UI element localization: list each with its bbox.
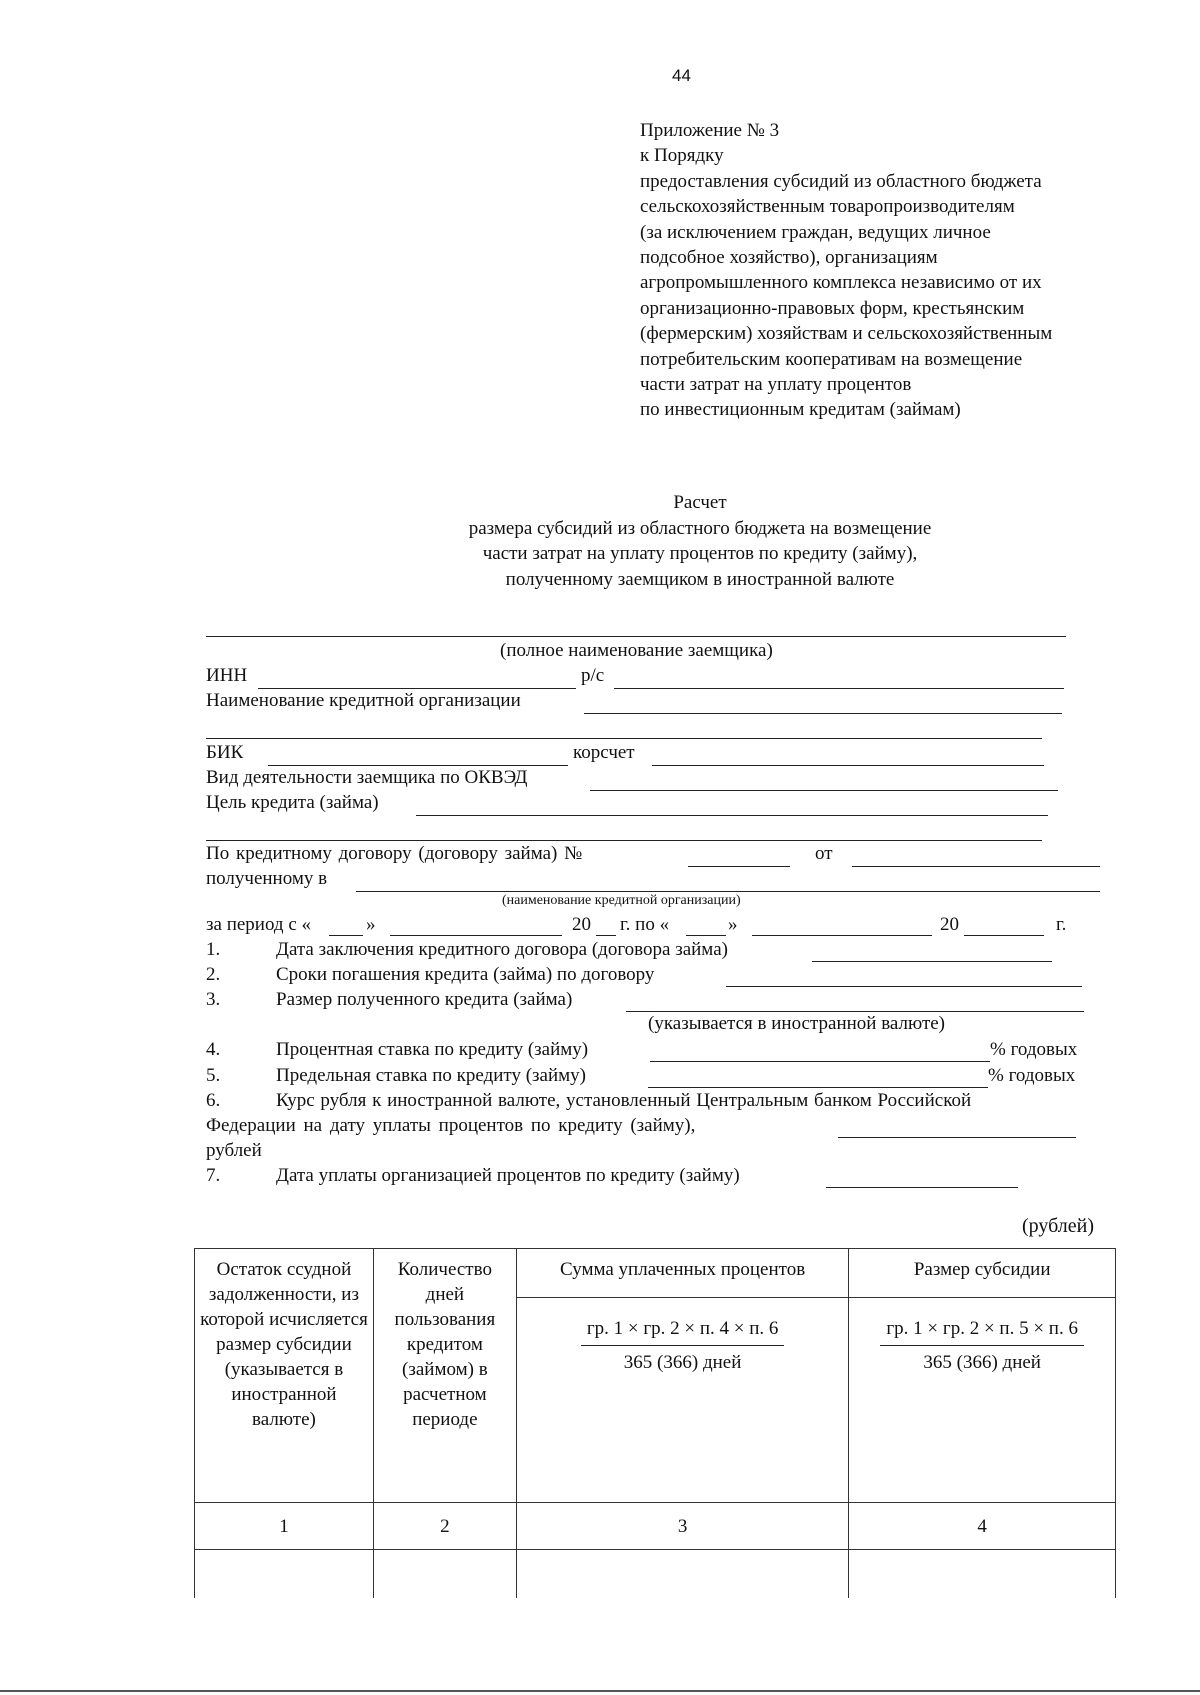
col-number-4: 4 xyxy=(849,1503,1116,1550)
item-6-number: 6. xyxy=(206,1090,221,1111)
col-1-header-text: Остаток ссудной задолженности, из которой исчисляется размер субсидии (указывается в иностранной валюте) xyxy=(200,1259,368,1430)
item-2-label: Сроки погашения кредита (займа) по договору xyxy=(276,964,655,985)
borrower-name-field[interactable] xyxy=(206,636,1066,637)
data-cell-4[interactable] xyxy=(849,1550,1116,1599)
period-year-1: 20 xyxy=(572,914,591,935)
page-number: 44 xyxy=(672,66,691,85)
purpose-label: Цель кредита (займа) xyxy=(206,792,379,813)
col-4-formula-numerator: гр. 1 × гр. 2 × п. 5 × п. 6 xyxy=(880,1316,1084,1346)
item-4-number: 4. xyxy=(206,1039,221,1060)
data-cell-3[interactable] xyxy=(516,1550,849,1599)
col-4-header-text: Размер субсидии xyxy=(913,1259,1051,1280)
item-6-line2: Федерации на дату уплаты процентов по кредиту (займу), xyxy=(206,1115,696,1136)
col-2-header-text: Количество дней пользования кредитом (займом) в расчетном периоде xyxy=(394,1259,496,1430)
appendix-line: сельскохозяйственным товаропроизводителям xyxy=(640,196,1015,218)
item-5-label: Предельная ставка по кредиту (займу) xyxy=(276,1065,586,1086)
period-quote-1: » xyxy=(366,914,376,935)
appendix-line: (фермерским) хозяйствам и сельскохозяйственным xyxy=(640,323,1053,345)
appendix-line: к Порядку xyxy=(640,145,724,167)
appendix-line: агропромышленного комплекса независимо от их xyxy=(640,272,1042,294)
bik-label: БИК xyxy=(206,742,244,763)
item-3-number: 3. xyxy=(206,989,221,1010)
currency-caption: (указывается в иностранной валюте) xyxy=(648,1013,946,1034)
account-label: р/с xyxy=(581,665,605,686)
col-3-formula-numerator: гр. 1 × гр. 2 × п. 4 × п. 6 xyxy=(581,1316,785,1346)
col-3-formula xyxy=(516,1298,849,1503)
item-1-number: 1. xyxy=(206,939,221,960)
contract-number-field[interactable] xyxy=(688,866,790,867)
period-month-start-field[interactable] xyxy=(390,935,562,936)
inn-label: ИНН xyxy=(206,665,248,686)
col-2-header xyxy=(373,1249,516,1503)
table-column-numbers-row xyxy=(195,1503,1116,1550)
title-line: Расчет xyxy=(673,492,727,513)
corr-field[interactable] xyxy=(652,765,1044,766)
credit-org-caption: (наименование кредитной организации) xyxy=(502,893,741,908)
period-month-end-field[interactable] xyxy=(752,935,932,936)
okved-field[interactable] xyxy=(590,790,1058,791)
document-title xyxy=(300,490,1100,592)
purpose-field-2[interactable] xyxy=(206,840,1042,841)
item-6-line3: рублей xyxy=(206,1140,262,1161)
data-cell-1[interactable] xyxy=(195,1550,374,1599)
col-number-1: 1 xyxy=(195,1503,374,1550)
inn-field[interactable] xyxy=(258,688,576,689)
item-5-number: 5. xyxy=(206,1065,221,1086)
item-7-number: 7. xyxy=(206,1165,221,1186)
credit-org-label: Наименование кредитной организации xyxy=(206,690,521,711)
account-field[interactable] xyxy=(614,688,1064,689)
period-day-start-field[interactable] xyxy=(329,935,363,936)
item-6-field[interactable] xyxy=(838,1137,1076,1138)
corr-label: корсчет xyxy=(573,742,635,763)
item-2-field[interactable] xyxy=(726,986,1082,987)
col-3-header-text: Сумма уплаченных процентов xyxy=(560,1259,806,1280)
period-year-end-field[interactable] xyxy=(964,935,1044,936)
item-4-field[interactable] xyxy=(650,1061,990,1062)
item-5-field[interactable] xyxy=(648,1087,988,1088)
appendix-line: подсобное хозяйство), организациям xyxy=(640,247,938,269)
col-1-header xyxy=(195,1249,374,1503)
data-cell-2[interactable] xyxy=(373,1550,516,1599)
table-data-row xyxy=(195,1550,1116,1599)
col-number-2: 2 xyxy=(373,1503,516,1550)
received-label: полученному в xyxy=(206,868,328,889)
contract-from-label: от xyxy=(815,843,833,864)
col-3-header xyxy=(516,1249,849,1298)
item-3-label: Размер полученного кредита (займа) xyxy=(276,989,573,1010)
bottom-edge-rule xyxy=(0,1690,1200,1692)
credit-org-field-2[interactable] xyxy=(206,738,1042,739)
appendix-line: части затрат на уплату процентов xyxy=(640,374,912,396)
period-year-2: 20 xyxy=(940,914,959,935)
contract-label: По кредитному договору (договору займа) № xyxy=(206,843,583,864)
borrower-caption: (полное наименование заемщика) xyxy=(500,640,773,661)
title-line: полученному заемщиком в иностранной валюте xyxy=(505,568,895,590)
col-4-formula xyxy=(849,1298,1116,1503)
calculation-table xyxy=(194,1248,1116,1598)
period-year-start-field[interactable] xyxy=(596,935,616,936)
col-4-formula-denominator: 365 (366) дней xyxy=(923,1352,1041,1373)
appendix-line: потребительским кооперативам на возмещение xyxy=(640,348,1023,370)
item-7-field[interactable] xyxy=(826,1187,1018,1188)
appendix-line: (за исключением граждан, ведущих личное xyxy=(640,221,991,243)
period-day-end-field[interactable] xyxy=(686,935,726,936)
unit-label: (рублей) xyxy=(1022,1215,1095,1237)
title-line: размера субсидий из областного бюджета на возмещение xyxy=(468,517,932,539)
credit-org-field[interactable] xyxy=(584,713,1062,714)
table-header-row xyxy=(195,1249,1116,1298)
period-quote-2: » xyxy=(728,914,738,935)
item-4-suffix: % годовых xyxy=(990,1039,1078,1060)
purpose-field[interactable] xyxy=(416,815,1048,816)
appendix-block xyxy=(640,118,1052,423)
item-3-field[interactable] xyxy=(626,1011,1084,1012)
item-1-field[interactable] xyxy=(812,961,1052,962)
received-field[interactable] xyxy=(356,891,1100,892)
col-number-3: 3 xyxy=(516,1503,849,1550)
col-4-header xyxy=(849,1249,1116,1298)
bik-field[interactable] xyxy=(268,765,568,766)
item-1-label: Дата заключения кредитного договора (договора займа) xyxy=(276,939,728,960)
title-line: части затрат на уплату процентов по кредиту (займу), xyxy=(482,543,918,564)
item-6-line1: Курс рубля к иностранной валюте, установленный Центральным банком Российской xyxy=(276,1090,972,1111)
item-7-label: Дата уплаты организацией процентов по кредиту (займу) xyxy=(276,1165,740,1186)
period-mid: г. по « xyxy=(620,914,670,935)
item-4-label: Процентная ставка по кредиту (займу) xyxy=(276,1039,589,1060)
appendix-line: Приложение № 3 xyxy=(640,120,780,141)
okved-label: Вид деятельности заемщика по ОКВЭД xyxy=(206,767,528,788)
appendix-line: предоставления субсидий из областного бюджета xyxy=(640,170,1042,192)
appendix-line: организационно-правовых форм, крестьянским xyxy=(640,297,1025,319)
contract-date-field[interactable] xyxy=(852,866,1100,867)
appendix-line: по инвестиционным кредитам (займам) xyxy=(640,399,961,421)
col-3-formula-denominator: 365 (366) дней xyxy=(623,1352,742,1373)
period-suffix: г. xyxy=(1056,914,1067,935)
item-5-suffix: % годовых xyxy=(988,1065,1076,1086)
item-2-number: 2. xyxy=(206,964,221,985)
period-prefix: за период с « xyxy=(206,914,312,935)
